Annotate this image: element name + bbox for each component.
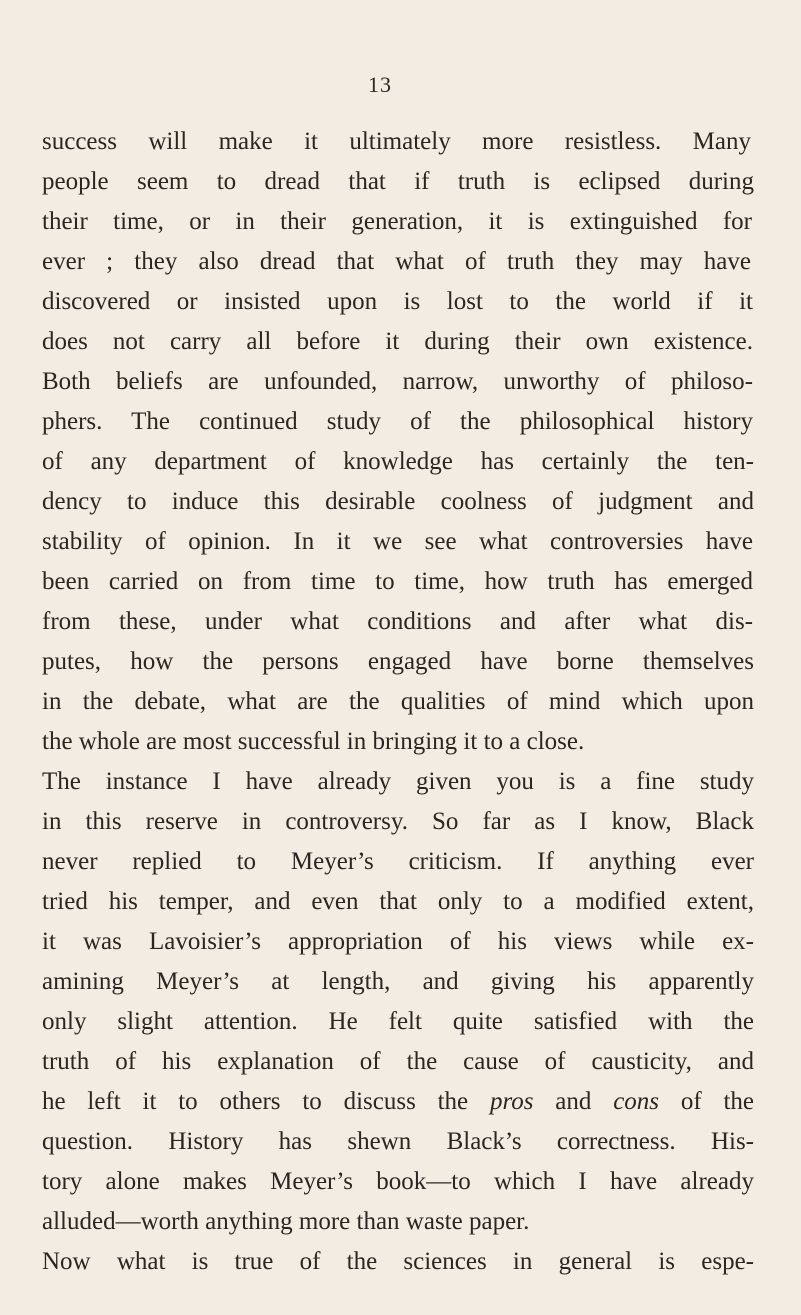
text-line: does not carry all before it during their own existence. (42, 328, 753, 355)
text-line: people seem to dread that if truth is eclipsed during (42, 168, 754, 195)
text-line: The instance I have already given you is a fine study (42, 768, 754, 795)
italic-word-cons: cons (613, 1088, 660, 1115)
text-line: dency to induce this desirable coolness of judgment and (42, 488, 754, 515)
text-segment: of the (659, 1088, 754, 1115)
text-line: it was Lavoisier’s appropriation of his views while ex- (42, 928, 754, 955)
page-number: 13 (368, 72, 392, 97)
text-line: phers. The continued study of the philosophical history (42, 408, 753, 435)
text-line: alluded—worth anything more than waste paper. (42, 1208, 530, 1235)
text-line: from these, under what conditions and after what dis- (42, 608, 753, 635)
text-line: discovered or insisted upon is lost to the world if it (42, 288, 753, 315)
text-line: amining Meyer’s at length, and giving his apparently (42, 968, 754, 995)
text-line: putes, how the persons engaged have borne themselves (42, 648, 754, 675)
text-line: ever ; they also dread that what of truth they may have (42, 248, 751, 275)
text-line: tried his temper, and even that only to a modified extent, (42, 888, 754, 915)
text-line: of any department of knowledge has certainly the ten- (42, 448, 754, 475)
text-line: Now what is true of the sciences in general is espe- (42, 1248, 754, 1275)
text-segment: and (533, 1088, 614, 1115)
text-line: in the debate, what are the qualities of mind which upon (42, 688, 754, 715)
text-segment: he left it to others to discuss the (42, 1088, 490, 1115)
text-line: question. History has shewn Black’s correctness. His- (42, 1128, 754, 1155)
text-line: tory alone makes Meyer’s book—to which I have already (42, 1168, 754, 1195)
italic-word-pros: pros (489, 1088, 534, 1115)
text-line: only slight attention. He felt quite satisfied with the (42, 1008, 754, 1035)
text-line: truth of his explanation of the cause of causticity, and (42, 1048, 754, 1075)
text-line: been carried on from time to time, how truth has emerged (42, 568, 753, 595)
text-line: Both beliefs are unfounded, narrow, unworthy of philoso- (42, 368, 753, 395)
text-line-with-italics (42, 1082, 754, 1122)
text-line: the whole are most successful in bringing it to a close. (42, 728, 585, 755)
text-line: never replied to Meyer’s criticism. If anything ever (42, 848, 754, 875)
text-line: in this reserve in controversy. So far as I know, Black (42, 808, 754, 835)
text-line: stability of opinion. In it we see what controversies have (42, 528, 753, 555)
text-line: their time, or in their generation, it is extinguished for (42, 208, 752, 235)
text-line: success will make it ultimately more resistless. Many (42, 128, 751, 155)
